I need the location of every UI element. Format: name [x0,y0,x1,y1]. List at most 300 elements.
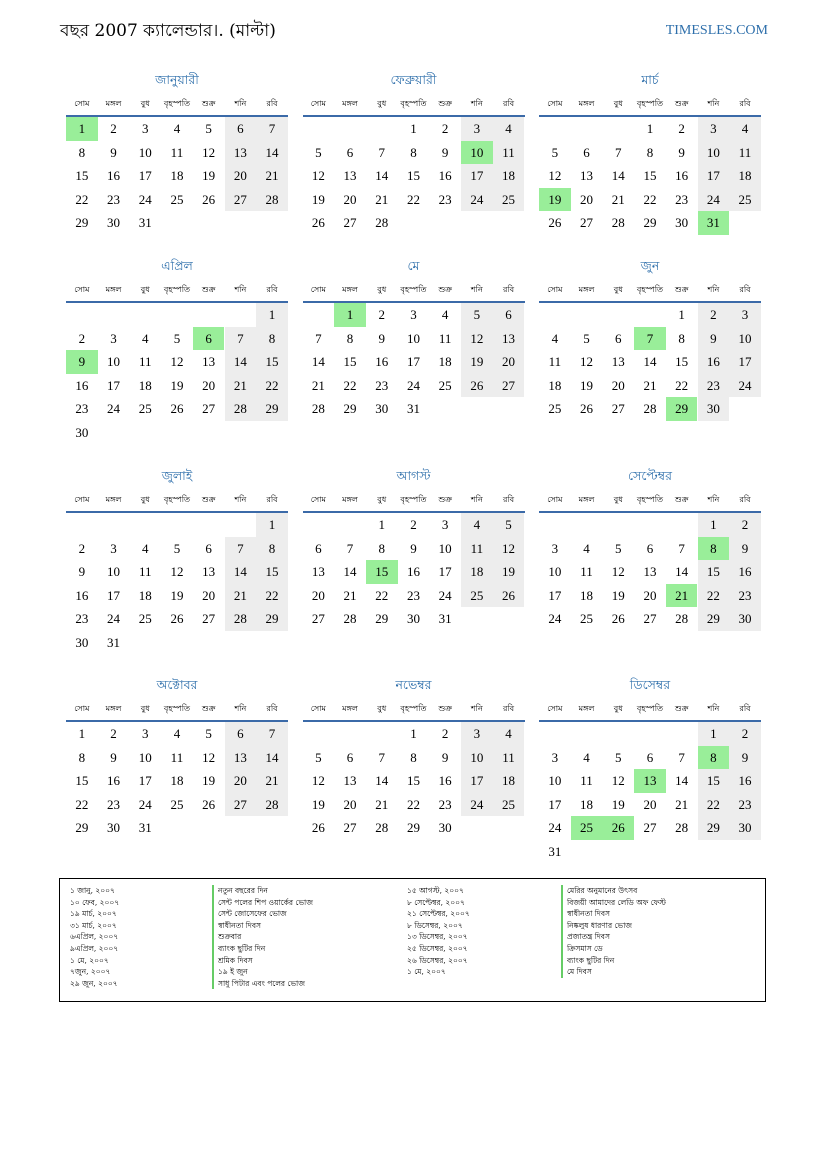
day-cell: 8 [678,330,685,346]
day-cell: 5 [173,330,181,346]
day-cell: 28 [225,607,257,631]
day-cell: 5 [614,749,622,765]
weekday-label: বুধ [377,704,387,713]
holiday-day-cell: 21 [666,584,698,608]
day-cell: 15 [698,769,730,793]
weekday-label: শুক্র [201,99,216,108]
day-cell: 15 [406,168,420,183]
day-cell: 27 [225,793,257,817]
day-cell: 27 [311,611,325,626]
day-cell: 23 [729,793,761,817]
day-cell: 2 [78,330,86,346]
weekday-label: সোম [310,99,326,108]
holiday-day-cell: 9 [66,350,98,374]
day-cell: 27 [580,215,594,230]
day-cell: 26 [548,215,562,230]
day-cell: 28 [643,401,657,416]
day-cell: 7 [678,749,685,765]
day-cell: 26 [493,584,525,608]
day-cell: 3 [551,749,559,765]
day-cell: 17 [548,587,562,603]
legend-date: ৮ সেপ্টেম্বর, ২০০৭ [407,897,465,907]
day-cell: 16 [675,168,689,183]
day-cell: 29 [406,820,420,835]
day-cell: 9 [698,327,730,351]
day-cell: 23 [438,191,452,207]
day-cell: 7 [678,540,685,556]
day-cell: 7 [256,722,288,746]
day-cell: 13 [311,564,325,579]
day-cell: 30 [75,424,89,440]
day-cell: 8 [78,749,86,765]
day-cell: 29 [256,607,288,631]
day-cell: 9 [78,564,86,579]
legend-holiday-name: শ্রমিক দিবস [212,955,313,967]
day-cell: 19 [580,377,594,393]
weekday-label: মঙ্গল [342,495,358,504]
day-cell: 20 [643,587,657,603]
day-cell: 24 [729,374,761,398]
weekday-label: বুধ [613,495,623,504]
day-cell: 7 [378,144,385,160]
day-cell: 13 [643,564,657,579]
day-cell: 8 [256,537,288,561]
day-cell: 15 [256,560,288,584]
day-cell: 19 [170,587,184,603]
day-cell: 4 [583,540,590,556]
day-cell: 10 [729,327,761,351]
day-cell: 25 [170,796,184,812]
month-name: মে [407,258,420,273]
weekday-label: মঙ্গল [342,99,358,108]
holiday-day-cell: 15 [366,560,398,584]
day-cell: 25 [729,188,761,212]
day-cell: 21 [675,796,689,812]
day-cell: 28 [611,215,625,230]
day-cell: 9 [729,746,761,770]
day-cell: 3 [698,117,730,141]
day-cell: 21 [256,164,288,188]
legend-holiday-name: সাধু পিটার এবং পলের ভোজ [212,978,313,990]
day-cell: 20 [580,191,594,207]
weekday-label: সোম [310,285,326,294]
day-cell: 25 [580,611,594,626]
year-calendar [66,72,766,872]
day-cell: 4 [493,722,525,746]
day-cell: 28 [343,611,357,626]
day-cell: 14 [643,354,657,369]
day-cell: 20 [202,587,216,603]
weekday-label: শনি [234,285,247,294]
day-cell: 19 [461,350,493,374]
day-cell: 10 [138,144,152,160]
weekday-label: রবি [739,704,751,713]
day-cell: 23 [107,796,121,812]
holiday-day-cell: 8 [698,746,730,770]
legend-date: ২১ সেপ্টেম্বর, ২০০৭ [407,909,470,919]
day-cell: 27 [225,188,257,212]
day-cell: 27 [493,374,525,398]
day-cell: 12 [202,144,216,160]
day-cell: 13 [343,168,357,183]
day-cell: 15 [75,168,89,183]
day-cell: 10 [698,141,730,165]
day-cell: 1 [678,307,685,322]
weekday-label: রবি [266,99,278,108]
day-cell: 30 [75,634,89,650]
day-cell: 12 [611,564,625,579]
day-cell: 17 [461,769,493,793]
day-cell: 30 [107,820,121,835]
day-cell: 16 [438,168,452,183]
day-cell: 29 [375,611,389,626]
day-cell: 26 [461,374,493,398]
day-cell: 1 [698,722,730,746]
day-cell: 18 [138,587,152,603]
day-cell: 15 [698,560,730,584]
day-cell: 27 [343,215,357,230]
legend-holiday-name: মে দিবস [561,966,666,978]
day-cell: 25 [493,793,525,817]
weekday-label: রবি [739,495,751,504]
weekday-label: সোম [310,704,326,713]
weekday-label: রবি [502,495,515,504]
day-cell: 16 [107,168,121,183]
legend-date: ১৫ আগস্ট, ২০০৭ [407,886,464,895]
legend-right-names [561,885,666,978]
day-cell: 4 [551,330,559,346]
day-cell: 28 [256,793,288,817]
day-cell: 17 [107,377,121,393]
weekday-label: রবি [502,285,515,294]
day-cell: 10 [406,330,420,346]
legend-holiday-name: সেন্ট জোসেফের ভোজ [212,908,313,920]
day-cell: 28 [225,397,257,421]
weekday-label: রবি [266,704,278,713]
day-cell: 22 [256,584,288,608]
weekday-label: শনি [234,99,247,108]
day-cell: 25 [493,188,525,212]
day-cell: 22 [643,191,657,207]
day-cell: 4 [461,513,493,537]
weekday-label: মঙ্গল [105,704,122,713]
day-cell: 22 [406,191,420,207]
legend-date: ১ মে, ২০০৭ [407,967,446,977]
holiday-day-cell: 29 [666,397,698,421]
day-cell: 3 [141,121,149,136]
day-cell: 22 [406,796,420,812]
day-cell: 14 [675,773,689,788]
day-cell: 3 [461,722,493,746]
day-cell: 8 [410,144,417,160]
day-cell: 14 [225,560,257,584]
day-cell: 12 [170,564,184,579]
day-cell: 27 [343,820,357,835]
weekday-label: বুধ [613,285,623,294]
day-cell: 7 [614,144,622,160]
legend-holiday-name: ক্রিসমাস ডে [561,943,666,955]
month-name: নভেম্বর [395,677,432,692]
day-cell: 15 [75,773,89,788]
day-cell: 29 [75,820,89,835]
weekday-label: বৃহস্পতি [163,704,190,713]
day-cell: 16 [729,769,761,793]
day-cell: 14 [675,564,689,579]
day-cell: 28 [375,215,389,230]
day-cell: 26 [311,215,325,230]
weekday-label: বৃহস্পতি [163,285,190,294]
day-cell: 21 [375,796,389,812]
day-cell: 21 [375,191,389,207]
day-cell: 25 [461,584,493,608]
weekday-label: বৃহস্পতি [163,495,190,504]
weekday-label: রবি [739,99,751,108]
weekday-label: বৃহস্পতি [400,495,427,504]
day-cell: 12 [548,168,562,183]
weekday-label: বৃহস্পতি [636,495,663,504]
day-cell: 10 [548,773,562,788]
day-cell: 1 [410,121,417,136]
day-cell: 4 [173,121,181,136]
day-cell: 20 [493,350,525,374]
day-cell: 13 [202,564,216,579]
day-cell: 27 [202,401,216,416]
day-cell: 24 [107,611,121,626]
day-cell: 28 [675,820,689,835]
day-cell: 23 [438,796,452,812]
day-cell: 24 [548,820,562,835]
legend-holiday-name: শুক্রবার [212,931,313,943]
day-cell: 29 [256,397,288,421]
legend-holiday-name: নতুন বছরের দিন [212,885,313,897]
day-cell: 28 [675,611,689,626]
month-name: জুন [640,258,660,273]
legend-date: ২৬ ডিসেম্বর, ২০০৭ [407,955,468,965]
weekday-label: রবি [739,285,751,294]
day-cell: 27 [643,820,657,835]
day-cell: 17 [138,168,152,183]
weekday-label: বুধ [377,495,387,504]
day-cell: 13 [580,168,594,183]
day-cell: 12 [311,168,325,183]
weekday-label: মঙ্গল [342,704,358,713]
day-cell: 5 [205,121,212,136]
legend-holiday-name: বিজয়ী আমাদের লেডি অফ ফেস্ট [561,897,666,909]
day-cell: 13 [225,141,257,165]
holiday-day-cell: 1 [66,117,98,141]
day-cell: 24 [438,587,452,603]
day-cell: 22 [698,584,730,608]
weekday-label: রবি [266,495,278,504]
day-cell: 18 [493,164,525,188]
month-name: মার্চ [641,72,659,87]
day-cell: 3 [441,517,449,532]
day-cell: 18 [170,773,184,788]
weekday-label: শুক্র [674,495,689,504]
day-cell: 28 [375,820,389,835]
day-cell: 21 [311,377,325,393]
day-cell: 1 [256,303,288,327]
day-cell: 9 [678,144,685,160]
day-cell: 7 [225,327,257,351]
day-cell: 5 [461,303,493,327]
weekday-label: শনি [470,99,483,108]
day-cell: 5 [315,144,322,160]
day-cell: 26 [580,401,594,416]
day-cell: 19 [170,377,184,393]
weekday-label: শনি [707,285,720,294]
day-cell: 11 [580,773,593,788]
day-cell: 25 [138,611,152,626]
day-cell: 26 [170,611,184,626]
day-cell: 7 [346,540,354,556]
day-cell: 7 [315,330,322,346]
day-cell: 10 [107,564,121,579]
weekday-label: সোম [547,495,563,504]
header-divider [66,511,288,513]
day-cell: 4 [141,330,149,346]
day-cell: 30 [375,401,389,416]
weekday-label: শুক্র [438,704,452,713]
day-cell: 11 [493,746,525,770]
day-cell: 3 [410,307,417,322]
day-cell: 12 [202,749,216,765]
day-cell: 13 [611,354,625,369]
day-cell: 14 [225,350,257,374]
day-cell: 17 [438,564,452,579]
day-cell: 6 [583,144,590,160]
weekday-label: বৃহস্পতি [636,99,663,108]
weekday-label: শুক্র [674,99,689,108]
weekday-label: সোম [547,99,563,108]
day-cell: 19 [611,587,625,603]
day-cell: 4 [729,117,761,141]
day-cell: 19 [311,796,325,812]
day-cell: 17 [698,164,730,188]
weekday-label: বুধ [377,99,387,108]
day-cell: 9 [110,144,117,160]
day-cell: 2 [410,517,417,532]
weekday-label: বৃহস্পতি [163,99,190,108]
site-link[interactable]: TIMESLES.COM [665,23,768,38]
day-cell: 8 [78,144,86,160]
weekday-label: বৃহস্পতি [400,704,427,713]
day-cell: 9 [378,330,385,346]
day-cell: 31 [548,843,562,859]
day-cell: 18 [548,377,562,393]
day-cell: 24 [698,188,730,212]
weekday-label: মঙ্গল [578,495,595,504]
holiday-day-cell: 6 [193,327,225,351]
day-cell: 1 [646,121,654,136]
day-cell: 22 [75,191,89,207]
weekday-label: বৃহস্পতি [636,285,663,294]
day-cell: 13 [493,327,525,351]
legend-date: ২৯ জুন, ২০০৭ [70,978,118,988]
holiday-day-cell: 26 [602,816,634,840]
day-cell: 17 [107,587,121,603]
day-cell: 27 [643,611,657,626]
month-name: আগস্ট [396,468,431,483]
weekday-label: মঙ্গল [105,495,122,504]
day-cell: 29 [698,607,730,631]
day-cell: 2 [110,726,117,741]
day-cell: 31 [107,634,121,650]
day-cell: 18 [438,354,452,369]
day-cell: 24 [406,377,420,393]
day-cell: 15 [643,168,657,183]
day-cell: 16 [698,350,730,374]
weekday-label: বুধ [140,704,150,713]
day-cell: 9 [441,749,449,765]
legend-holiday-name: ব্যাংক ছুটির দিন [212,943,313,955]
day-cell: 30 [729,607,761,631]
day-cell: 11 [138,564,152,579]
day-cell: 31 [406,401,420,416]
weekday-label: মঙ্গল [105,99,122,108]
day-cell: 11 [170,749,184,765]
day-cell: 14 [375,168,389,183]
weekday-label: শনি [707,495,720,504]
day-cell: 12 [170,354,184,369]
weekday-label: বৃহস্পতি [636,704,663,713]
day-cell: 30 [438,820,452,835]
holiday-legend [59,878,766,1002]
weekday-label: শনি [470,704,483,713]
weekday-label: রবি [266,285,278,294]
month-name: এপ্রিল [161,258,193,273]
day-cell: 11 [729,141,761,165]
legend-date: ১ জানু, ২০০৭ [70,886,115,895]
day-cell: 2 [729,513,761,537]
legend-date: ১৩ ডিসেম্বর, ২০০৭ [407,932,468,942]
day-cell: 5 [315,749,322,765]
month-name: জানুয়ারী [155,72,199,87]
day-cell: 20 [202,377,216,393]
weekday-label: শুক্র [674,704,689,713]
day-cell: 16 [375,354,389,369]
day-cell: 26 [202,191,216,207]
day-cell: 11 [438,330,452,346]
legend-date: ১ মে, ২০০৭ [70,955,109,965]
day-cell: 20 [225,164,257,188]
day-cell: 7 [225,537,257,561]
day-cell: 20 [611,377,625,393]
day-cell: 11 [461,537,493,561]
day-cell: 25 [170,191,184,207]
day-cell: 3 [729,303,761,327]
month-name: সেপ্টেম্বর [628,468,672,483]
day-cell: 18 [461,560,493,584]
day-cell: 5 [614,540,622,556]
day-cell: 27 [202,611,216,626]
day-cell: 17 [406,354,420,369]
day-cell: 31 [138,820,152,835]
weekday-label: মঙ্গল [105,285,122,294]
day-cell: 14 [256,746,288,770]
day-cell: 24 [138,191,152,207]
day-cell: 2 [729,722,761,746]
holiday-day-cell: 8 [698,537,730,561]
day-cell: 31 [438,611,452,626]
legend-right-dates [407,885,470,978]
legend-holiday-name: স্বাধীনতা দিবস [561,908,666,920]
day-cell: 26 [202,796,216,812]
weekday-label: শুক্র [201,704,216,713]
holiday-day-cell: 25 [571,816,603,840]
day-cell: 23 [375,377,389,393]
day-cell: 23 [75,611,89,626]
